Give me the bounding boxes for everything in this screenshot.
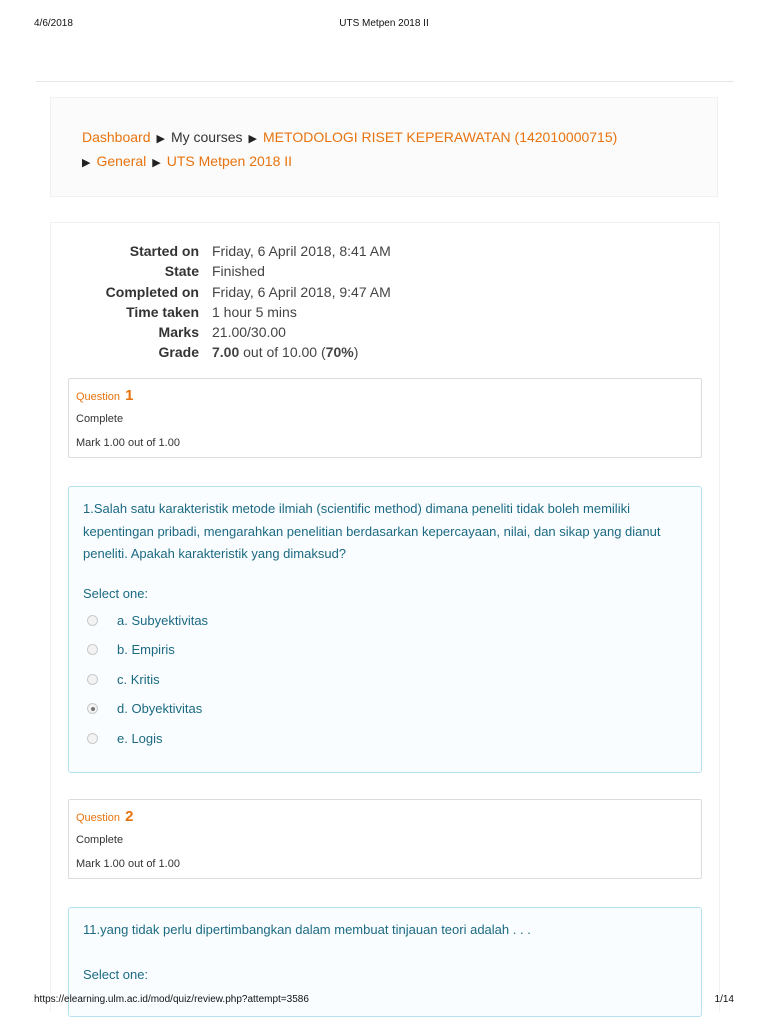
summary-row-time-taken <box>51 304 721 324</box>
page-url: https://elearning.ulm.ac.id/mod/quiz/review.php?attempt=3586 <box>34 994 309 1005</box>
grade-value <box>212 344 358 360</box>
summary-key: State <box>164 263 199 280</box>
breadcrumb-general[interactable]: General <box>96 153 147 169</box>
question-number-label <box>76 387 133 404</box>
radio-button[interactable] <box>87 674 98 685</box>
question-mark: Mark 1.00 out of 1.00 <box>76 437 180 449</box>
question-label: Question <box>76 391 121 403</box>
grade-out-of: out of 10.00 ( <box>239 344 326 361</box>
breadcrumb-dashboard[interactable]: Dashboard <box>82 129 151 145</box>
summary-value: 1 hour 5 mins <box>212 303 297 320</box>
summary-row-state <box>51 263 721 283</box>
grade-close: ) <box>353 344 359 361</box>
radio-button[interactable] <box>87 644 98 655</box>
question-number: 1 <box>125 387 134 404</box>
summary-value: Friday, 6 April 2018, 9:47 AM <box>212 283 391 300</box>
breadcrumb-my-courses: My courses <box>170 129 243 145</box>
summary-key: Grade <box>158 344 199 361</box>
select-one-label: Select one: <box>83 967 149 982</box>
radio-button[interactable] <box>87 733 98 744</box>
question-info-2 <box>68 799 702 879</box>
page-number: 1/14 <box>714 994 734 1005</box>
radio-button[interactable] <box>87 615 98 626</box>
summary-row-completed <box>51 284 721 304</box>
summary-key: Completed on <box>105 283 199 300</box>
question-text: 1.Salah satu karakteristik metode ilmiah (scientific method) dimana peneliti tidak boleh memiliki kepentingan pribadi, mengarahkan penelitian berdasarkan kepercayaan, nilai, dan sikap yang dianut peneliti. Apakah karakteristik yang dimaksud? <box>83 501 661 561</box>
breadcrumb-separator-icon: ▶ <box>152 157 161 169</box>
breadcrumb-panel <box>50 97 718 197</box>
grade-score: 7.00 <box>212 344 240 361</box>
question-number-label <box>76 808 133 825</box>
question-info-1 <box>68 378 702 458</box>
select-one-label: Select one: <box>83 586 149 601</box>
question-state: Complete <box>76 413 124 425</box>
summary-value: Friday, 6 April 2018, 8:41 AM <box>212 243 391 259</box>
question-text: 11.yang tidak perlu dipertimbangkan dalam membuat tinjauan teori adalah . . . <box>83 922 531 937</box>
summary-row-marks <box>51 324 721 344</box>
summary-row-started <box>51 243 721 263</box>
breadcrumb-separator-icon: ▶ <box>82 157 91 169</box>
question-state: Complete <box>76 834 124 846</box>
radio-button-selected[interactable] <box>87 703 98 714</box>
breadcrumb-quiz[interactable]: UTS Metpen 2018 II <box>166 153 293 169</box>
summary-value: Finished <box>212 263 265 280</box>
summary-value: 21.00/30.00 <box>212 324 286 341</box>
question-content-1 <box>68 486 702 773</box>
print-title: UTS Metpen 2018 II <box>339 18 429 29</box>
answer-option-label: c. Kritis <box>117 672 160 687</box>
breadcrumb <box>82 126 682 174</box>
question-label: Question <box>76 812 121 824</box>
breadcrumb-separator-icon: ▶ <box>156 133 165 145</box>
print-date: 4/6/2018 <box>34 18 73 29</box>
summary-key: Started on <box>129 243 199 259</box>
grade-percent: 70% <box>325 344 354 361</box>
answer-option-label: b. Empiris <box>117 642 175 657</box>
summary-key: Marks <box>158 324 199 341</box>
top-divider <box>36 81 734 82</box>
answer-option-label: a. Subyektivitas <box>117 613 209 628</box>
question-number: 2 <box>125 808 134 825</box>
answer-option-label: d. Obyektivitas <box>117 701 203 716</box>
quiz-review-region <box>50 222 720 1012</box>
breadcrumb-course[interactable]: METODOLOGI RISET KEPERAWATAN (142010000715) <box>263 129 618 145</box>
answer-option-label: e. Logis <box>117 731 163 746</box>
summary-row-grade <box>51 344 721 364</box>
breadcrumb-separator-icon: ▶ <box>248 133 258 145</box>
question-mark: Mark 1.00 out of 1.00 <box>76 858 180 870</box>
summary-key: Time taken <box>126 303 199 320</box>
attempt-summary-table <box>51 243 721 365</box>
